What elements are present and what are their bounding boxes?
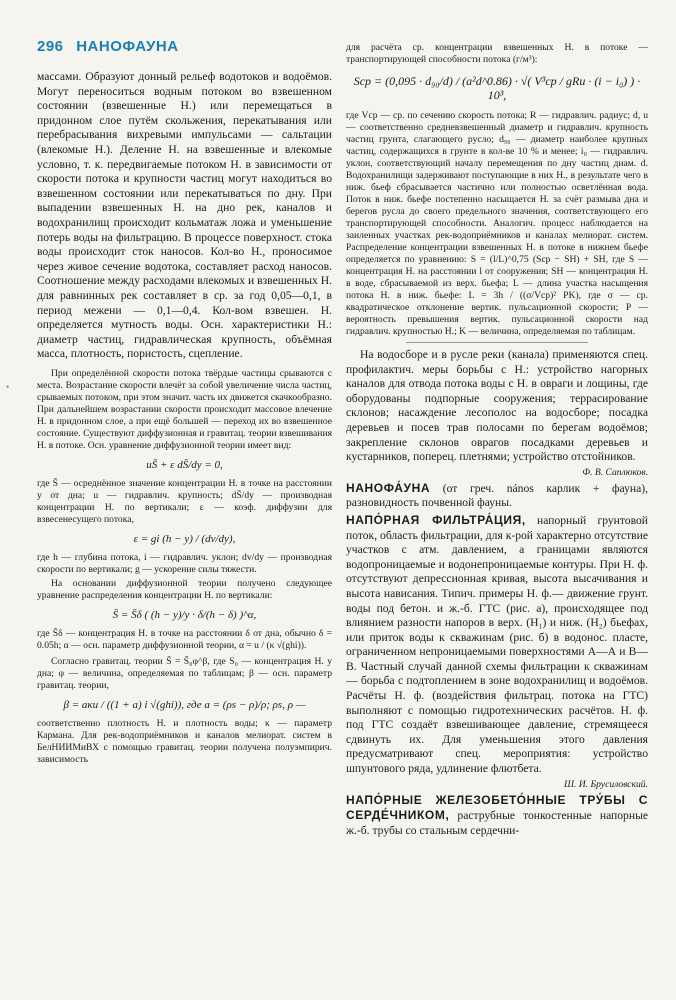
right-para-2: где Vср — ср. по сечению скорость потока; R — гидравлич. радиус; d, u — соответственно средневзвешенный диаметр и гидравлич. крупность частиц грунта, слагающего русло; d₉₀ — диаметр наиболее крупных частиц, содержащихся в грунте в кол-ве 10 % и менее; i₀ — гидравлич. уклон, соответствующий началу перемещения по дну частиц диам. d. Водохранилищи задерживают поступающие в них Н., в результате чего в ниж. бьеф сбрасывается частично или полностью осветлённая вода. Поток в ниж. бьефе постепенно насыщается Н. за счёт размыва дна и берегов русла до своего предельного значения, соответствующего его транспортирующей способности. Аналогич. процесс наблюдается на заиленных участках рек-водоприёмников и каналах мелиорат. систем. Распределение концентрации взвешенных Н. в потоке в нижнем бьефе определяется по уравнению: S = (l/L)^0,75 (Sср − SН) + SН, где S — концентрация Н. на расстоянии l от сооружения; SН — концентрация Н. в воде, сбрасываемой из верх. бьефа; L — длина участка насыщения потока Н. в ниж. бьефе: L = 3h / ((σ/Vср)² PK), где σ — ср. квадратическое отклонение вертик. пульсационной скорости; P — вероятность превышения вертик. пульсационной скорости над гидравлич. крупностью Н.; K — величина, определяемая по таблицам. xyxy=(346,110,648,337)
left-para-3: где S̄ — осреднённое значение концентрации Н. в точке на расстоянии y от дна; u — гидравлич. крупность; dS̄/dy — производная концентрации Н. по вертикали; ε — коэф. диффузии для взвесенесущего потока, xyxy=(37,477,332,525)
right-para-3: На водосборе и в русле реки (канала) применяются спец. профилактич. меры борьбы с Н.: устройство нагорных каналов для отвода потока воды с Н. в овраги и лощины, где оборудованы подпорные сооружения; террасирование склонов; насаждение лесополос на водосборе; посадка деревьев и посев трав полосами по берегам водоёмов; закрепление склонов оврагов посадками деревьев и кустарников, поперец. плетнями; устройство отстойников. xyxy=(346,348,648,464)
formula-epsilon: ε = gi (h − y) / (dv/dy), xyxy=(133,532,236,545)
left-para-2: При определённой скорости потока твёрдые частицы срываются с места. Возрастание скорости влечёт за собой увеличение числа частиц, срываемых потоком, при этом значит. часть их движется скачкообразно. При дальнейшем возрастании скорости происходит массовое влечение Н. в придонном слое, а при ещё большей — переход их во взвешенное состояние. Существуют диффузионная и гравитац. теории взвешивания Н. в потоке. Осн. уравнение диффузионной теории имеет вид: xyxy=(37,367,332,451)
left-para-5: На основании диффузионной теории получено следующее уравнение распределения концентрации Н. по вертикали: xyxy=(37,577,332,601)
left-para-8: соответственно плотность Н. и плотность воды; κ — параметр Кармана. Для рек-водоприёмников и каналов мелиорат. систем в БелНИИМиВХ с помощью гравитац. теории получена полуэмпирич. зависимость xyxy=(37,717,332,765)
entry-nanofauna xyxy=(346,481,648,511)
formula-diffusion: uS̄ + ε dS̄/dy = 0, xyxy=(146,458,223,471)
right-column xyxy=(346,42,648,985)
formula-distribution: S̄ = S̄δ ( (h − y)/y · δ/(h − δ) )^α, xyxy=(112,608,257,621)
left-para-1: массами. Образуют донный рельеф водотоков и водоёмов. Могут переноситься водным потоком во взвешенном состоянии (взвешенные Н.) или перемещаться в придонном слое путём скольжения, перекатывания или перебрасывания вихревыми импульсами — сальтации (влекомые Н.). Деление Н. на взвешенные и влекомые условно, т. к. передвигаемые потоком Н. в зависимости от скорости потока и крупности частиц могут находиться во взвешенном состоянии или перекатываться по дну. При выпадении взвешенных Н. на дно рек, каналов и водохранилищ происходит кольматаж ложа и уменьшение потерь воды на фильтрацию. В процессе поверхност. стока воды происходит сток наносов. Кол-во Н., проносимое через живое сечение водотока, составляет расход наносов. Соотношение между расходами влекомых и взвешенных Н. для равнинных рек составляет в ср. за год 0,05—0,1, в период межени — 0,1—0,4. Кол-вом взвешен. Н. определяется мутность воды. Осн. характеристики Н.: диаметр частиц, гидравлическая крупность, объёмная масса, плотность, пористость, сцепление. xyxy=(37,70,332,361)
headword-napornaya-filtratsiya: НАПО́РНАЯ ФИЛЬТРА́ЦИЯ, xyxy=(346,512,526,527)
formula-scp: Sср = (0,095 · d₉₀/d) / (a²d^0.86) · √( V³ср / gRu · (i − i₀) ) · 10³, xyxy=(353,74,641,102)
left-para-7: Согласно гравитац. теории S̄ = S̄₀φ^β, где S₀ — концентрация Н. у дна; φ — величина, определяемая по таблицам; β — осн. параметр гравитац. теории, xyxy=(37,655,332,691)
author-signature-2: Ш. И. Брусиловский. xyxy=(563,778,648,790)
section-divider xyxy=(406,342,588,343)
left-para-4: где h — глубина потока, i — гидравлич. уклон; dv/dy — производная скорости по вертикали; g — ускорение силы тяжести. xyxy=(37,551,332,575)
entry-nanofauna-text: (от греч. nános карлик + фауна), разновидность почвенной фауны. xyxy=(346,481,648,510)
headword-nanofauna: НАНОФА́УНА xyxy=(346,480,431,495)
entry-napornye-truby xyxy=(346,793,648,839)
running-head: НАНОФАУНА xyxy=(76,38,179,55)
author-signature-1: Ф. В. Саплюков. xyxy=(582,466,648,478)
left-column xyxy=(37,70,332,985)
left-para-6: где S̄δ — концентрация Н. в точке на расстоянии δ от дна, обычно δ = 0.05h; α — осн. параметр диффузионной теории, α = u / (κ √(ghi)). xyxy=(37,627,332,651)
margin-mark: • xyxy=(6,382,10,392)
entry-napornaya-filtratsiya-text: напорный грунтовой поток, область фильтрации, для к-рой характерно отсутствие участков с атм. давлением, а границами являются водопроницаемые и водонепроницаемые контуры. При Н. ф. отсутствуют депрессионная кривая, высота высачивания и высота нависания. Типич. примеры Н. ф.— движение грунт. воды под бетон. и ж.-б. ГТС (рис. а), происходящее под влиянием разности напоров в верх. (H₁) и ниж. (H₂) бьефах, или приток воды к скважинам (рис. б) в водонос. пласте, ограниченном непроницаемыми поверхностями А—А и В—В. Частный случай данной схемы фильтрации к скважинам — борьба с подтоплением в зоне водохранилищ и водоёмов. Расчёты Н. ф. (воздействия фильтрац. потока на ГТС) выполняют с помощью гидротехнических расчётов. Н. ф. под ГТС создаёт взвешивающее давление, стремящееся сдвинуть их. Для уменьшения этого давления предусматривают спец. мероприятия: устройство шпунтового ряда, удлинение флютбета. xyxy=(346,513,648,776)
page-header xyxy=(37,38,179,55)
entry-napornaya-filtratsiya xyxy=(346,513,648,777)
entry-napornye-truby-text: раструбные тонкостенные напорные ж.-б. трубы со стальным сердечни- xyxy=(346,809,648,837)
page-number: 296 xyxy=(37,38,64,55)
formula-beta: β = aκu / ((1 + a) i √(ghi)), где a = (ρs − ρ)/ρ; ρs, ρ — xyxy=(63,698,306,711)
right-para-1: для расчёта ср. концентрации взвешенных Н. в потоке — транспортирующей способности потока (г/м³): xyxy=(346,42,648,65)
headword-napornye-truby: НАПО́РНЫЕ ЖЕЛЕЗОБЕТО́ННЫЕ ТРУ́БЫ С СЕРДЕ́ЧНИКОМ, xyxy=(346,792,648,823)
